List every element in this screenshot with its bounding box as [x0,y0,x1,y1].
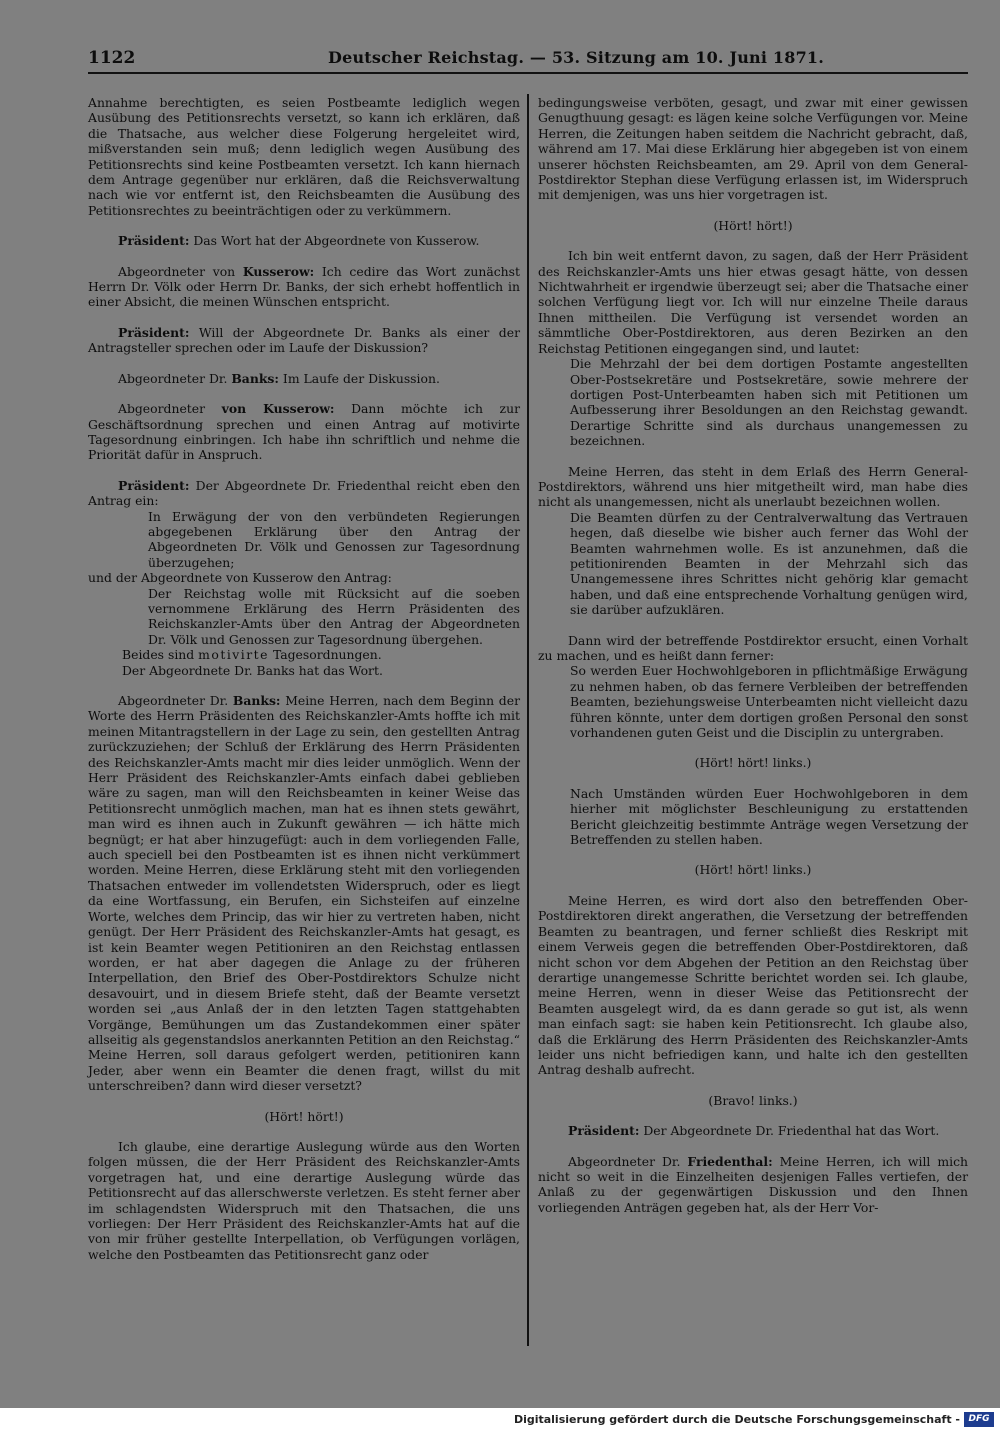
quoted-decree: So werden Euer Hochwohlgeboren in pflichtmäßige Erwägung zu nehmen haben, ob das fernere Verbleiben der betreffenden Beamten, beziehungsweise Unterbeamten nicht vielleicht dazu führen könnte, unter dem dortigen großen Personal den sonst vorhandenen guten Geist und die Disciplin zu untergraben. [570,663,968,741]
quoted-decree: Die Mehrzahl der bei dem dortigen Postamte angestellten Ober-Postsekretäre und Postsekretäre, sowie mehrere der dortigen Post-Unterbeamten haben sich mit Petitionen um Aufbesserung ihrer Besoldungen an den Reichstag gewandt. Derartige Schritte sind als durchaus unangemessen zu bezeichnen. [570,356,968,449]
speaker-name: von Kusserow: [221,401,335,417]
paragraph: bedingungsweise verböten, gesagt, und zwar mit einer gewissen Genugthuung gesagt: es lägen keine solche Verfügungen vor. Meine Herren, die Zeitungen haben seitdem die Nachricht gebracht, daß, während am 17. Mai diese Erklärung hier abgegeben ist von einem unserer höchsten Reichsbeamten, am 29. April von dem General-Postdirektor Stephan diese Verfügung erlassen ist, im Widerspruch mit demjenigen, was uns hier vorgetragen ist. [538,95,968,203]
dfg-logo: DFG [964,1412,994,1427]
paragraph: Meine Herren, es wird dort also den betreffenden Ober-Postdirektoren direkt angerathen, die Versetzung der betreffenden Beamten zu beantragen, und ferner schließt dies Reskript mit einem Verweis gegen die betreffenden Ober-Postdirektoren, daß nicht schon vor dem Abgehen der Petition an den Reichstag über derartige unangemesse Schritte berichtet worden sei. Ich glaube, meine Herren, wenn in dieser Weise das Petitionsrecht der Beamten ausgelegt wird, da es dann gerade so gut ist, als wenn man einfach sagt: sie haben kein Petitionsrecht. Ich glaube also, daß die Erklärung des Herrn Präsidenten des Reichskanzler-Amts leider uns nicht befriedigen kann, und halte ich den gestellten Antrag deshalb aufrecht. [538,892,968,1078]
paragraph: Präsident: Der Abgeordnete Dr. Friedenthal hat das Wort. [568,1123,940,1139]
paragraph: Beides sind motivirte Tagesordnungen. [122,647,382,663]
right-column [538,95,968,1230]
page-header [88,44,968,70]
paragraph: Abgeordneter von Kusserow: Dann möchte ich zur Geschäftsordnung sprechen und einen Antrag auf motivirte Tagesordnung einbringen. Ich habe ihn schriftlich und nehme die Priorität dafür in Anspruch. [88,401,520,463]
motion-text: Der Reichstag wolle mit Rücksicht auf die soeben vernommene Erklärung des Herrn Präsidenten des Reichskanzler-Amts über den Antrag der Abgeordneten Dr. Völk und Genossen zur Tagesordnung übergehen. [148,585,520,647]
motion-text: In Erwägung der von den verbündeten Regierungen abgegebenen Erklärung über den Antrag der Abgeordneten Dr. Völk und Genossen zur Tagesordnung überzugehen; [148,508,520,570]
paragraph: Abgeordneter Dr. Banks: Meine Herren, nach dem Beginn der Worte des Herrn Präsidenten des Reichskanzler-Amts hoffte ich mit meinen Mitantragstellern in der Lage zu sein, den gestellten Antrag zurückzuziehen; der Schluß der Erklärung des Herrn Präsidenten des Reichskanzler-Amts macht mir dies leider unmöglich. Wenn der Herr Präsident des Reichskanzler-Amts einfach dabei geblieben wäre zu sagen, man will den Reichsbeamten in keiner Weise das Petitionsrecht unmöglich machen, man hat es ihnen stets gewährt, man wird es ihnen auch in Zukunft gewähren — ich hätte mich begnügt; er hat aber hinzugefügt: auch in dem vorliegenden Falle, auch speciell bei den Postbeamten ist es ihnen nicht verkümmert worden. Meine Herren, diese Erklärung steht mit den vorliegenden Thatsachen entweder im vollendetsten Widerspruch, oder es liegt da eine Wortfassung, ein Berufen, ein Sichsteifen auf einzelne Worte, welches dem Princip, das wir hier zu vertreten haben, nicht genügt. Der Herr Präsident des Reichskanzler-Amts hat gesagt, es ist kein Beamter wegen Petitioniren an den Reichstag entlassen worden, er hat aber dagegen die Anlage zu der früheren Interpellation, den Brief des Ober-Postdirektors Schulze nicht desavouirt, und in diesem Briefe steht, daß der Beamte versetzt worden sei „aus Anlaß der in den letzten Tagen stattgehabten Vorgänge, Bemühungen um das Zustandekommen einer später allseitig als gegenstandslos anerkannten Petition an den Reichstag.“ Meine Herren, soll daraus gefolgert werden, petitioniren kann Jeder, aber wenn ein Beamter die denen fragt, willst du mit unterschreiben? dann wird dieser versetzt? [88,693,520,1094]
speaker-name: Präsident: [118,233,190,249]
page-number: 1122 [88,48,136,68]
paragraph: Präsident: Der Abgeordnete Dr. Friedenthal reicht eben den Antrag ein: [88,477,520,509]
funding-credit: Digitalisierung gefördert durch die Deutsche Forschungsgemeinschaft - [513,1413,960,1426]
paragraph: Ich glaube, eine derartige Auslegung würde aus den Worten folgen müssen, die der Herr Präsident des Reichskanzler-Amts vorgetragen hat, und eine derartige Auslegung würde das Petitionsrecht auf das allerschwerste verletzen. Es steht ferner aber im schlagendsten Widerspruch mit den Thatsachen, die uns vorliegen: Der Herr Präsident des Reichskanzler-Amts hat auf die von mir früher gestellte Interpellation, ob Verfügungen vorlägen, welche den Postbeamten das Petitionsrecht ganz oder [88,1138,520,1262]
interjection: (Hört! hört!) [713,217,793,233]
paragraph: Meine Herren, das steht in dem Erlaß des Herrn General-Postdirektors, während uns hier mitgetheilt wird, man habe dies nicht als unangemessen, nicht als unerlaubt bezeichnen wollen. [538,463,968,510]
speaker-name: Präsident: [118,324,190,340]
paragraph: Der Abgeordnete Dr. Banks hat das Wort. [122,662,383,678]
left-column [88,95,520,1277]
paragraph: Abgeordneter von Kusserow: Ich cedire das Wort zunächst Herrn Dr. Völk oder Herrn Dr. Banks, der sich erhebt hoffentlich in einer Absicht, die meinen Wünschen entspricht. [88,263,520,310]
speaker-name: Präsident: [568,1123,640,1139]
quoted-decree: Die Beamten dürfen zu der Centralverwaltung das Vertrauen hegen, daß dieselbe wie bisher auch ferner das Wohl der Beamten wahrnehmen wolle. Es ist anzunehmen, daß die petitionirenden Beamten in der Mehrzahl sich das Unangemessene ihres Schrittes nicht gehörig klar gemacht haben, und daß eine entsprechende Vorhaltung genügen wird, sie darüber aufzuklären. [570,509,968,618]
interjection: (Hört! hört! links.) [694,755,812,771]
header-rule [88,72,968,74]
speaker-name: Banks: [232,693,281,708]
paragraph: Dann wird der betreffende Postdirektor ersucht, einen Vorhalt zu machen, und es heißt dann ferner: [538,632,968,663]
paragraph: Abgeordneter Dr. Banks: Im Laufe der Diskussion. [118,370,440,386]
interjection: (Hört! hört! links.) [694,862,812,878]
paragraph: Annahme berechtigten, es seien Postbeamte lediglich wegen Ausübung des Petitionsrechts versetzt, so kann ich erklären, daß die Thatsache, aus welcher diese Folgerung hergeleitet wird, mißverstanden sein muß; denn lediglich wegen Ausübung des Petitionsrechts sind keine Postbeamten versetzt. Ich kann hiernach dem Antrage gegenüber nur erklären, daß die Reichsverwaltung nach wie vor entfernt ist, den Reichsbeamten die Ausübung des Petitionsrechtes zu beeinträchtigen oder zu verkümmern. [88,95,520,218]
column-divider [527,94,529,1346]
speaker-name: Banks: [231,370,279,386]
paragraph: und der Abgeordnete von Kusserow den Antrag: [88,570,392,586]
paragraph: Präsident: Will der Abgeordnete Dr. Banks als einer der Antragsteller sprechen oder im Laufe der Diskussion? [88,324,520,356]
speaker-name: Kusserow: [242,263,315,279]
paragraph: Abgeordneter Dr. Friedenthal: Meine Herren, ich will mich nicht so weit in die Einzelheiten desjenigen Falles vertiefen, der Anlaß zu der gegenwärtigen Diskussion und den Ihnen vorliegenden Anträgen gegeben hat, als der Herr Vor- [538,1153,968,1215]
quoted-decree: Nach Umständen würden Euer Hochwohlgeboren in dem hierher mit möglichster Beschleunigung zu erstattenden Bericht gleichzeitig bestimmte Anträge wegen Versetzung der Betreffenden zu stellen haben. [570,785,968,848]
footer-bar [0,1408,1000,1432]
paragraph: Ich bin weit entfernt davon, zu sagen, daß der Herr Präsident des Reichskanzler-Amts uns hier etwas gesagt hätte, von dessen Nichtwahrheit er irgendwie überzeugt sei; aber die Thatsache einer solchen Verfügung liegt vor. Ich will nur einzelne Theile daraus Ihnen mittheilen. Die Verfügung ist versendet worden an sämmtliche Ober-Postdirektoren, aus deren Bezirken an den Reichstag Petitionen eingegangen sind, und lautet: [538,248,968,356]
interjection: (Bravo! links.) [708,1092,798,1108]
running-title: Deutscher Reichstag. — 53. Sitzung am 10. Juni 1871. [328,48,825,67]
speaker-name: Präsident: [118,477,190,493]
speaker-name: Friedenthal: [687,1153,773,1169]
paragraph: Präsident: Das Wort hat der Abgeordnete von Kusserow. [118,233,480,249]
interjection: (Hört! hört!) [264,1108,344,1124]
